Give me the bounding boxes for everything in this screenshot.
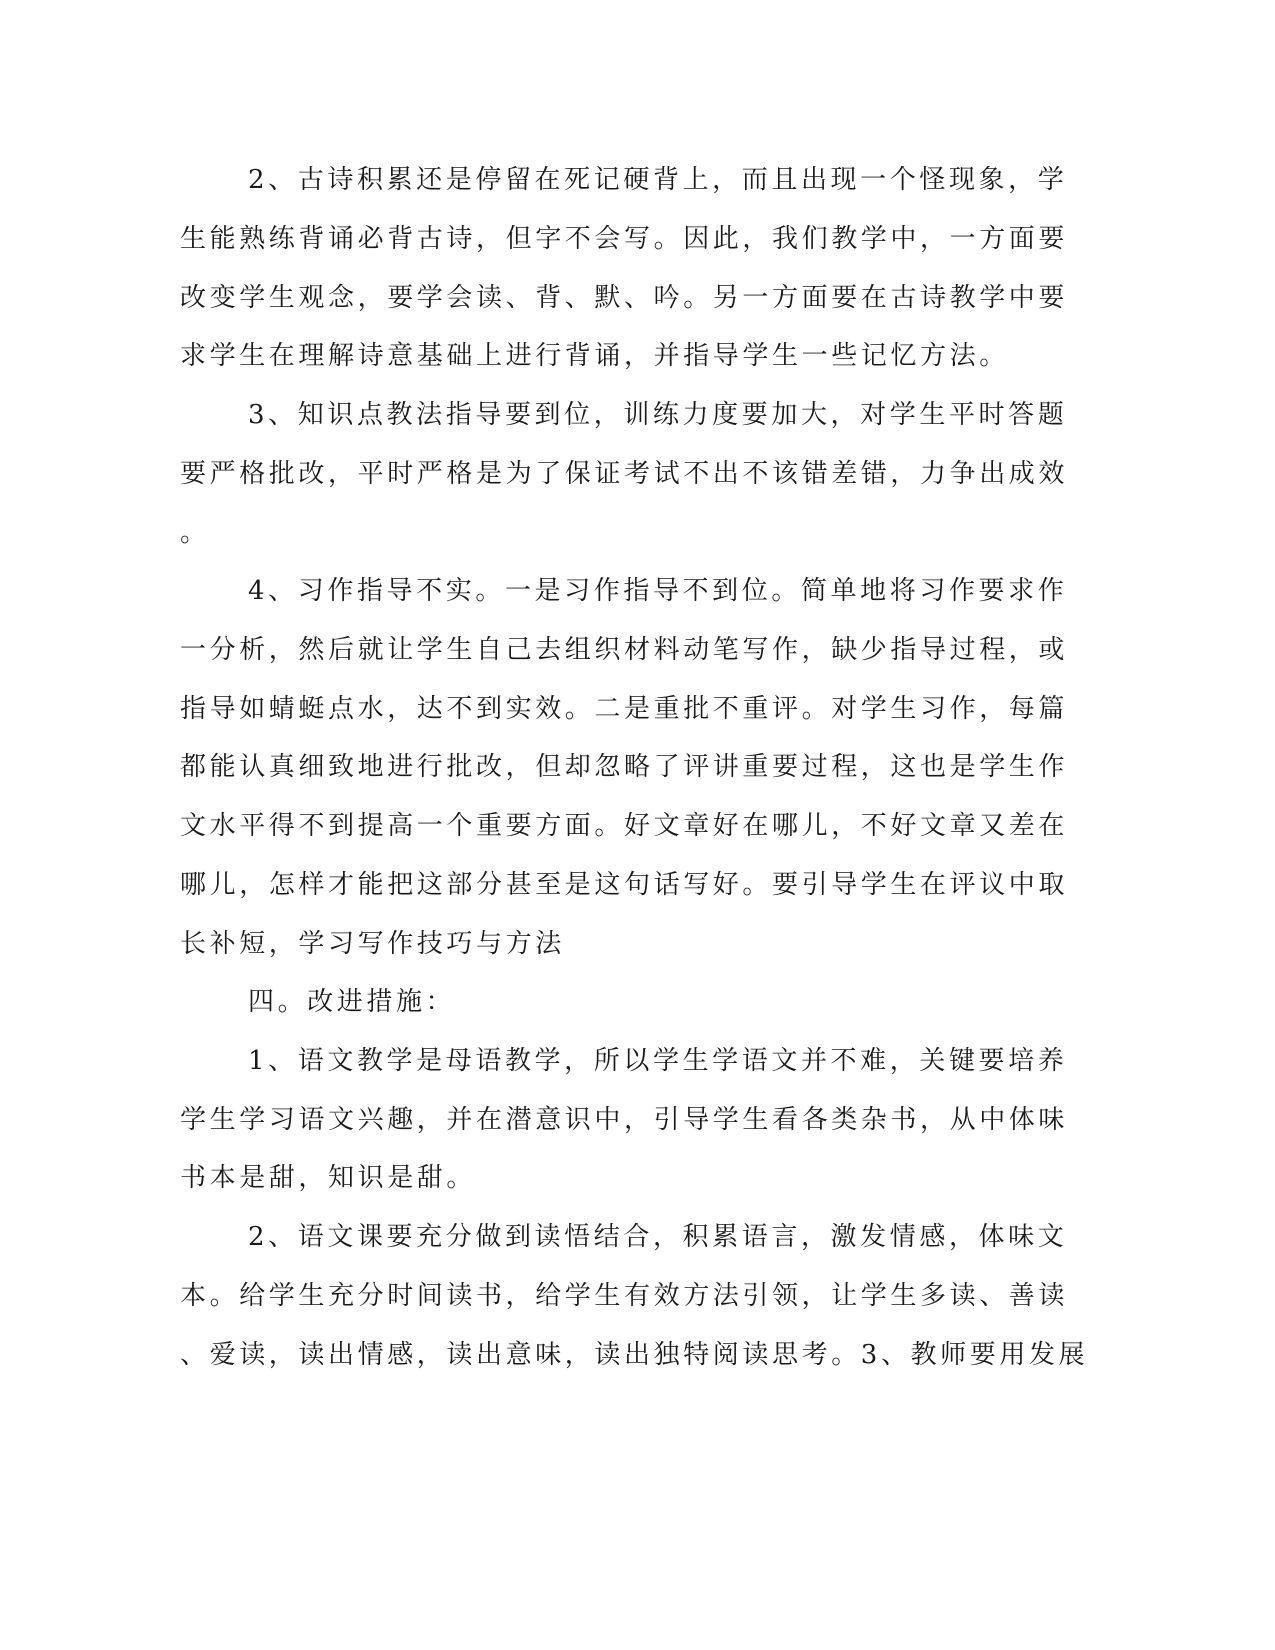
text-line: 2、古诗积累还是停留在死记硬背上，而且出现一个怪现象，学 [248, 165, 1068, 195]
text-line: 本。给学生充分时间读书，给学生有效方法引领，让学生多读、善读 [180, 1281, 1069, 1311]
text-line: 、爱读，读出情感，读出意味，读出独特阅读思考。3、教师要用发展 [180, 1340, 1089, 1370]
section-heading: 四。改进措施： [248, 987, 456, 1017]
text-line: 都能认真细致地进行批改，但却忽略了评讲重要过程，这也是学生作 [180, 752, 1069, 782]
text-line: 生能熟练背诵必背古诗，但字不会写。因此，我们教学中，一方面要 [180, 224, 1069, 254]
text-line: 书本是甜，知识是甜。 [180, 1163, 477, 1193]
text-line: 2、语文课要充分做到读悟结合，积累语言，激发情感，体味文 [248, 1222, 1068, 1252]
text-line: 哪儿，怎样才能把这部分甚至是这句话写好。要引导学生在评议中取 [180, 870, 1069, 900]
text-line: 长补短，学习写作技巧与方法 [180, 929, 565, 959]
text-line: 4、习作指导不实。一是习作指导不到位。简单地将习作要求作 [248, 576, 1068, 606]
text-line: 学生学习语文兴趣，并在潜意识中，引导学生看各类杂书，从中体味 [180, 1105, 1069, 1135]
text-line: 3、知识点教法指导要到位，训练力度要加大，对学生平时答题 [248, 400, 1068, 430]
text-line: 指导如蜻蜓点水，达不到实效。二是重批不重评。对学生习作，每篇 [180, 694, 1069, 724]
text-line: 文水平得不到提高一个重要方面。好文章好在哪儿，不好文章又差在 [180, 811, 1069, 841]
text-line: 要严格批改，平时严格是为了保证考试不出不该错差错，力争出成效 [180, 459, 1069, 489]
text-line: 改变学生观念，要学会读、背、默、吟。另一方面要在古诗教学中要 [180, 283, 1069, 313]
text-line: 。 [180, 518, 210, 548]
text-line: 一分析，然后就让学生自己去组织材料动笔写作，缺少指导过程，或 [180, 635, 1069, 665]
text-line: 求学生在理解诗意基础上进行背诵，并指导学生一些记忆方法。 [180, 341, 1009, 371]
text-line: 1、语文教学是母语教学，所以学生学语文并不难，关键要培养 [248, 1046, 1068, 1076]
